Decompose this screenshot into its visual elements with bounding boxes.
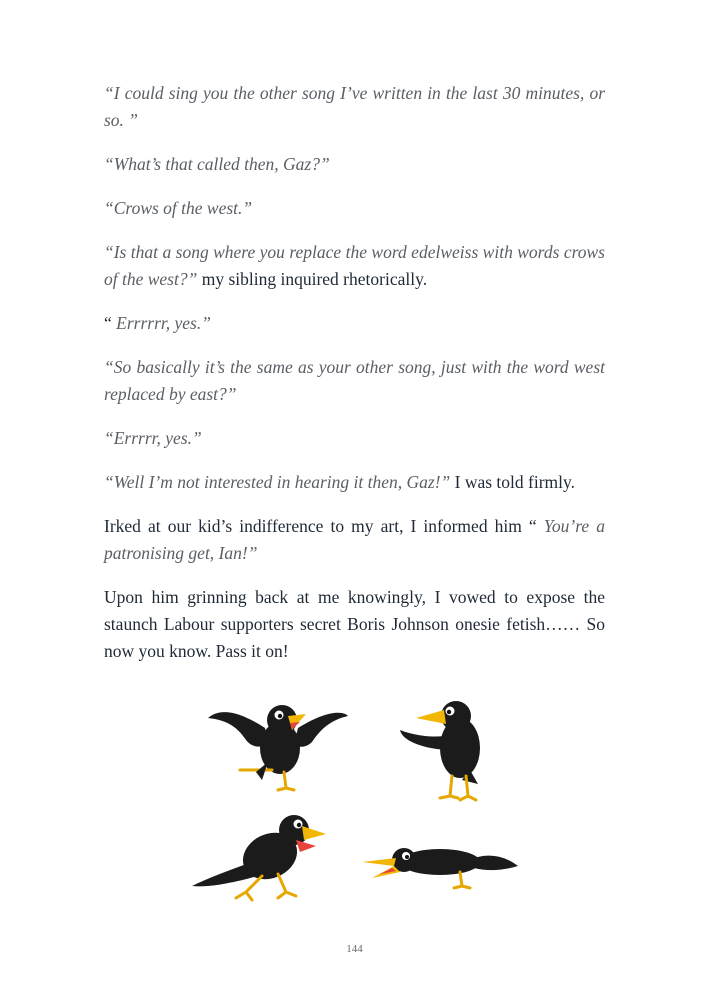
paragraph	[104, 310, 605, 337]
paragraph	[104, 584, 605, 665]
narration-text: Upon him grinning back at me knowingly, I vowed to expose the staunch Labour supporters secret Boris Johnson onesie fetish…… So now you know. Pass it on!	[104, 587, 605, 661]
paragraph	[104, 354, 605, 408]
paragraph	[104, 195, 605, 222]
paragraph	[104, 239, 605, 293]
dialogue-text: “Crows of the west.”	[104, 198, 253, 218]
dialogue-text: “So basically it’s the same as your other song, just with the word west replaced by east?”	[104, 357, 605, 404]
paragraph	[104, 80, 605, 134]
paragraph	[104, 513, 605, 567]
dialogue-text: “I could sing you the other song I’ve written in the last 30 minutes, or so. ”	[104, 83, 605, 130]
paragraph	[104, 469, 605, 496]
narration-text: I was told firmly.	[450, 472, 575, 492]
page-number: 144	[346, 943, 363, 955]
narration-text: “	[104, 313, 117, 333]
crow-walking-icon	[192, 815, 326, 900]
paragraph	[104, 151, 605, 178]
narration-text: Irked at our kid’s indifference to my art, I informed him “	[104, 516, 544, 536]
narration-text: my sibling inquired rhetorically.	[197, 269, 428, 289]
crow-crouching-icon	[362, 848, 518, 888]
dialogue-text: “What’s that called then, Gaz?”	[104, 154, 330, 174]
body-text	[104, 80, 605, 682]
crow-pointing-icon	[400, 701, 480, 800]
dialogue-text: “Well I’m not interested in hearing it then, Gaz!”	[104, 472, 451, 492]
dialogue-text: You’re a patronising get, Ian!”	[104, 516, 605, 563]
dialogue-text: “Is that a song where you replace the word edelweiss with words crows of the west?”	[104, 242, 605, 289]
paragraph	[104, 425, 605, 452]
crow-wings-spread-icon	[208, 705, 348, 790]
dialogue-text: Errrrrr, yes.”	[116, 313, 211, 333]
dialogue-text: “Errrrr, yes.”	[104, 428, 202, 448]
